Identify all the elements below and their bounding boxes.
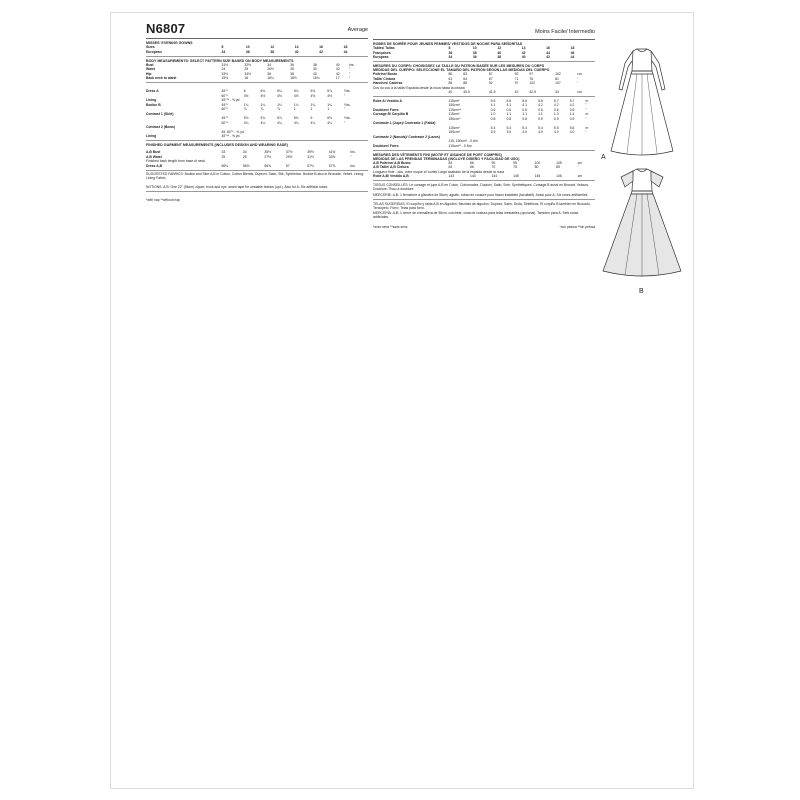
table-row: 150cm* 3.9 3.9 4.0 4.0 4.0 4.0 " [448, 130, 587, 134]
footnote-es: *con pelusa **sin pelusa [559, 225, 595, 230]
table-row: Robe A,B/ Vestido A,B 143 144 144 145 145 146 cm [373, 174, 583, 178]
size-table-fr: Tailles/ Tallas 8 10 12 14 16 18 Françaises 36 38 40 42 44 46 Europeas 34 36 38 40 42 44 [373, 46, 575, 59]
table-row: 60"* 4¼ 4¼ 4¼ 4¼ 4¼ 4¼ " [221, 120, 346, 125]
fabric-yardage-table [146, 89, 368, 139]
finished-measurements-heading: FINISHED GARMENT MEASUREMENTS (INCLUDES DESIGN AND WEARING EASE) [146, 143, 288, 147]
table-row: Bust 31½ 32½ 34 36 38 40 Ins. [146, 62, 355, 67]
difficulty-level-fr: Moins Facile/ Intermedio [535, 29, 595, 35]
notions: NOTIONS: A,B: One 22" (56cm) zipper, hook and eye, seam tape for unstable fabrics (opt.). Also for A: Six artificial roses. [146, 184, 329, 189]
table-row: 45, 60"* - ⅝ yd. [221, 129, 245, 134]
table-row: Lining 45"** - ⅝ yd. [146, 134, 241, 138]
table-row: Longueur finie - dos, votre nuque à l'ourlet/ Largo acabado de la espalda desde la nuca [373, 169, 505, 174]
table-row: Contraste 2 (Nœuds)/ Contraste 2 (Lazos) [373, 134, 440, 139]
view-b-drawing [603, 169, 681, 277]
table-row: Finished back length from base of neck [146, 159, 205, 163]
table-row: A,B Taille/ A,B Cintura 64 66 70 75 80 85 " [373, 165, 579, 169]
table-row: Back neck to waist 15½ 16 16¼ 16½ 16¾ 17 " [146, 76, 351, 80]
table-row: 115cm* 5.4 5.4 5.4 5.4 5.5 5.6 m [448, 125, 589, 130]
table-row: Bodice B 45"* 1¼ 1¼ 1¼ 1¼ 1¼ 1¼ Yds. [146, 102, 351, 107]
table-row: Contrast 2 (Bows) [146, 125, 176, 129]
pattern-title-fr: ROBES DE SOIRÉE POUR JEUNES FEMMES/ VESTIDOS DE NOCHE PARA SEÑORITAS [373, 42, 523, 46]
table-row: A,B Poitrine/ A,B Busto 84 86 90 95 100 105 cm [373, 160, 583, 165]
table-row: Hip 33½ 34½ 36 38 40 42 " [146, 71, 351, 76]
mercerie: MERCERIE: A,B: 1 fermeture à glissière de 56cm, agrafe, ruban de couture pour tissus instables (facultatif). Aussi pour A: Six roses artificielles. [373, 193, 589, 198]
view-a-drawing [611, 49, 673, 155]
table-row: Corsage B/ Corpiño B 115cm* 1.0 1.1 1.1 1.1 1.3 1.4 m [373, 112, 589, 116]
footnote-nap: *with nap **without nap [146, 197, 180, 202]
table-row: Contrast 1 (Skirt) [146, 111, 174, 116]
table-row: Doublure/ Forro 115cm** 0.6 0.6 0.6 0.6 0.6 0.6 " [373, 107, 587, 112]
table-row: Robe A/ Vestido A 115cm* 5.5 5.6 5.6 5.6 5.7 5.7 m [373, 98, 589, 103]
table-row: 60"* 4½ 4½ 4½ 4½ 4½ 4½ " [221, 93, 346, 98]
finished-measurements-heading-fr: MESURES DES VÊTEMENTS FINI (MOTIF ET AISANCE DE PORT COMPRIS) [373, 152, 502, 157]
table-row: Lining 45"** - ⅝ yd. [146, 98, 241, 102]
body-measurements-table-fr [373, 72, 595, 95]
footnote-fr: *avec sens **sans sens [373, 225, 408, 230]
table-row: A,B Waist 25 26 27½ 29½ 31½ 33½ " [146, 154, 352, 159]
table-row: Dress A 45"* 6 6⅛ 6¼ 6¼ 6¾ 6⅞ Yds. [146, 89, 351, 93]
suggested-fabrics: SUGGESTED FABRICS: Bodice and Skirt A,B in Cotton, Cotton Blends, Dupioni, Satin, Silk, Synthetics. Bodice B also in Brocade, Velvet. Lining: Lining Fabric. [146, 172, 364, 181]
table-row: Doublure/ Forro 115cm** - 0.6m [373, 143, 472, 148]
table-row: 60"* ⅞ ⅞ ⅞ 1 1 1 " [221, 107, 346, 111]
tissus-conseilles: TISSUS CONSEILLÉS: Le corsage et jupe A,B en Coton, Cotonnades, Dupioni, Satin, Soie, Synthétiques. Corsage B aussi en Brocart, Velours. Doublure: Tissu à doublure. [373, 182, 589, 191]
size-table: Sizes 8 10 12 14 16 18 European 34 36 38 40 42 44 [146, 45, 348, 54]
fabric-yardage-table-fr [373, 99, 595, 149]
table-row: Dress A,B 56⅛ 56⅜ 56⅝ 57 57⅜ 57⅝ Ins. [146, 163, 356, 168]
pattern-number: N6807 [146, 21, 186, 36]
finished-measurements-table-fr [373, 161, 595, 179]
merceria: MERCERÍA: A,B: 1 cierre de cremallera de 56cm, corchete, cinta de costura para telas inestables (opcional). También para A: Seis rosas artificiales. [373, 210, 579, 219]
pattern-title: MISSES' EVENING GOWNS [146, 41, 193, 45]
table-row: Poitrine/ Busto 80 83 87 92 97 102 cm [373, 72, 582, 76]
table-row: 115, 150cm* - 0.6m [448, 139, 478, 143]
table-row: Hanches/ Caderas 85 88 92 97 102 107 " [373, 81, 579, 85]
french-spanish-column [373, 21, 595, 231]
table-row: Contraste 1 (Jupe)/ Contraste 1 (Falda) [373, 121, 436, 125]
body-measurements-heading: BODY MEASUREMENTS: SELECT PATTERN SIZE BASED ON BODY MEASUREMENTS [146, 58, 294, 63]
table-row: 40 40.5 41.5 42 42.5 43 cm [448, 90, 582, 94]
difficulty-level: Average [347, 27, 368, 33]
body-measurements-heading-es: MEDIDAS DEL CUERPO: SELECCIONE EL TAMAÑO DEL PATRÓN SEGÚN LAS MEDIDAS DEL CUERPO [373, 68, 550, 72]
table-row: 45"* 5⅞ 5⅞ 5⅞ 5¾ 6 6⅜ Yds. [221, 116, 351, 120]
table-row: Dos du cou à la taille/ Espalda desde la nuca hasta la cintura [373, 85, 465, 90]
pattern-envelope-back [110, 12, 694, 789]
table-row: 150cm* 0.8 0.8 0.8 0.9 0.9 0.9 " [448, 116, 587, 121]
finished-measurements-table [146, 150, 368, 168]
body-measurements-table [146, 63, 368, 81]
table-row: A,B Bust 33 34 35½ 37½ 39½ 41½ Ins. [146, 150, 356, 154]
telas-sugeridas: TELAS SUGERIDAS: El corpiño y falda A,B en Algodón, Mezclas de algodón, Dupioni, Satín, Seda, Sintéticos. El corpiño B también en Brocado, Terciopelo. Forro: Telas para forro. [373, 201, 591, 211]
table-row: 150cm* 4.1 4.1 4.1 4.2 4.2 4.2 " [448, 103, 587, 107]
view-illustrations [597, 43, 687, 295]
body-measurements-heading-fr: MESURES DU CORPS: CHOISISSEZ LA TAILLE DU PATRON BASÉE SUR LES MESURES DU CORPS [373, 64, 545, 68]
english-column [146, 21, 368, 202]
view-b-label: B [639, 288, 644, 295]
table-row: Waist 24 25 26½ 28 30 32 " [146, 67, 351, 71]
table-row: Taille/ Cintura 61 64 67 71 76 81 " [373, 76, 579, 81]
finished-measurements-heading-es: MEDIDAS DE LAS PRENDAS TERMINADAS (INCLUYE DISEÑO Y FACILIDAD DE USO) [373, 156, 520, 161]
view-a-label: A [601, 154, 606, 161]
